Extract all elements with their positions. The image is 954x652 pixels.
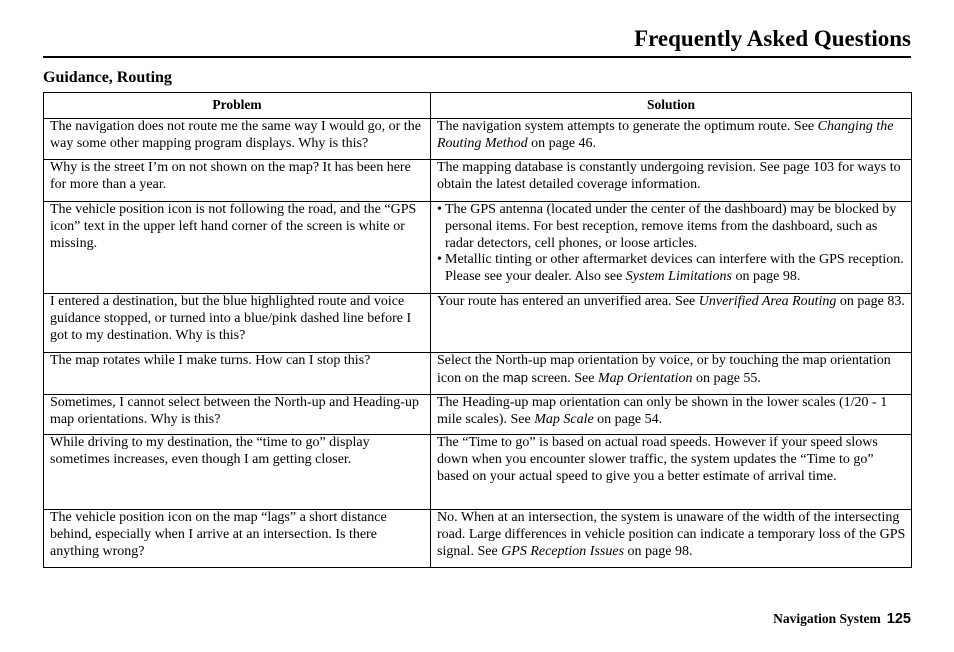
solution-text: The GPS antenna (located under the center of the dashboard) may be blocked by personal items. For best reception, remove items from the dashboard, such as radar detectors, cell phones, or loose articles. (445, 202, 897, 251)
solution-text: on page 98. (731, 269, 801, 285)
section-title: Guidance, Routing (43, 69, 172, 86)
solution-reference: Changing the Routing Method (437, 119, 894, 151)
solution-cell (431, 119, 912, 160)
solution-text: on page 46. (527, 135, 597, 151)
table-row (44, 202, 912, 294)
solution-text: on page 98. (624, 543, 693, 559)
solution-text: The mapping database is constantly undergoing revision. See page 103 for ways to obtain the latest detailed coverage information. (437, 160, 901, 192)
solution-cell (431, 395, 912, 435)
solution-text: The Heading-up map orientation can only be shown in the lower scales (1/20 - 1 mile scales). See (437, 395, 888, 427)
table-row (44, 294, 912, 353)
problem-cell: Sometimes, I cannot select between the North-up and Heading-up map orientations. Why is this? (44, 395, 431, 435)
table-header-row (44, 93, 912, 119)
solution-cell (431, 353, 912, 395)
problem-cell: While driving to my destination, the “time to go” display sometimes increases, even though I am getting closer. (44, 435, 431, 510)
column-header-problem: Problem (44, 93, 431, 119)
faq-table (43, 92, 912, 568)
solution-text: Your route has entered an unverified area. See (437, 294, 699, 309)
solution-text: on page 54. (593, 411, 663, 427)
solution-cell (431, 294, 912, 353)
table-row (44, 160, 912, 202)
problem-cell: The vehicle position icon on the map “lags” a short distance behind, especially when I arrive at an intersection. Is there anything wrong? (44, 510, 431, 568)
screen-name: map (502, 369, 529, 385)
solution-cell (431, 510, 912, 568)
solution-reference: Map Scale (534, 411, 594, 427)
solution-cell (431, 160, 912, 202)
solution-text: on page 83. (836, 294, 905, 309)
solution-bullet-list (437, 202, 906, 286)
footer-label: Navigation System (773, 611, 881, 626)
solution-reference: GPS Reception Issues (501, 543, 625, 559)
solution-text: The navigation system attempts to generate the optimum route. See (437, 119, 818, 134)
table-row (44, 353, 912, 395)
solution-cell (431, 202, 912, 294)
page-number: 125 (886, 611, 911, 627)
table-row (44, 119, 912, 160)
table-row (44, 435, 912, 510)
solution-reference: Map Orientation (597, 370, 693, 386)
page-footer (773, 609, 911, 629)
column-header-solution: Solution (431, 93, 912, 119)
solution-reference: Unverified Area Routing (698, 294, 837, 309)
page-title: Frequently Asked Questions (634, 26, 911, 51)
solution-text: screen. See (528, 370, 598, 386)
table-row (44, 395, 912, 435)
solution-reference: System Limitations (625, 269, 732, 285)
solution-text: No. When at an intersection, the system is unaware of the width of the intersecting road. Large differences in vehicle position can indicate a temporary loss of the GPS signal. See (437, 510, 906, 559)
problem-cell: Why is the street I’m on not shown on the map? It has been here for more than a year. (44, 160, 431, 202)
solution-text: Metallic tinting or other aftermarket devices can interfere with the GPS reception. Please see your dealer. Also see (445, 252, 904, 285)
problem-cell: I entered a destination, but the blue highlighted route and voice guidance stopped, or turned into a blue/pink dashed line before I got to my destination. Why is this? (44, 294, 431, 353)
problem-cell: The navigation does not route me the same way I would go, or the way some other mapping program displays. Why is this? (44, 119, 431, 160)
solution-text: on page 55. (692, 370, 761, 386)
list-item (437, 202, 906, 252)
problem-cell: The map rotates while I make turns. How can I stop this? (44, 353, 431, 395)
solution-text: The “Time to go” is based on actual road speeds. However if your speed slows down when you encounter slower traffic, the system updates the “Time to go” based on your actual speed to give you a better estimate of arrival time. (437, 435, 878, 484)
problem-cell: The vehicle position icon is not following the road, and the “GPS icon” text in the upper left hand corner of the screen is white or missing. (44, 202, 431, 294)
solution-cell (431, 435, 912, 510)
list-item (437, 252, 906, 286)
header-divider (43, 56, 911, 58)
table-row (44, 510, 912, 568)
solution-text: Select the North-up map orientation by voice, or by touching the map orientation icon on the (437, 353, 891, 386)
